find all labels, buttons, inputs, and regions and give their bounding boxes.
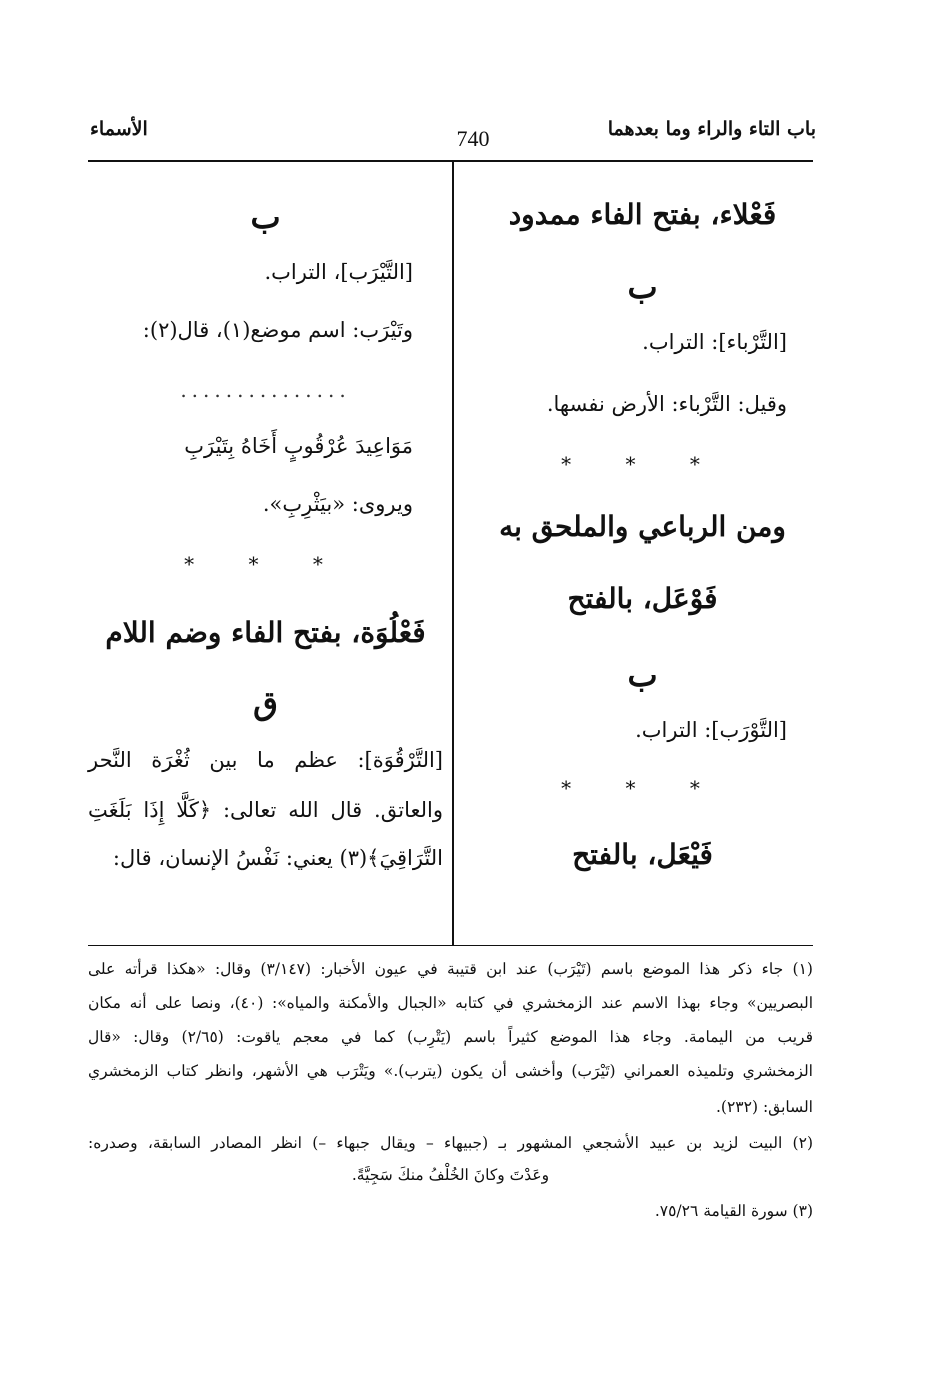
right-column [470,170,815,940]
footnote-rule [88,945,813,946]
dictionary-entry: والعاتق. قال الله تعالى: ﴿كَلَّا إِذَا بَلَغَتِ [88,798,443,822]
dictionary-entry: ويروى: «بيَثْرِبِ». [262,492,413,516]
dictionary-entry: [التَّيْرَب]، التراب. [264,260,413,284]
pattern-heading: فَيْعَل، بالفتح [572,838,713,871]
left-column [88,170,443,940]
dictionary-entry: التَّرَاقِيَ﴾(٣) يعني: نَفْسُ الإنسان، قال: [112,846,443,870]
footnote-2: (٢) البيت لزيد بن عبيد الأشجعي المشهور بـ (جبيهاء – ويقال جبهاء –) انظر المصادر السابقة، وصدره: [88,1134,813,1152]
pattern-heading: فَعْلاء، بفتح الفاء ممدود [508,198,777,231]
letter-heading: ب [627,656,658,694]
dictionary-entry: [التَّوْرَب]: التراب. [635,718,787,742]
verse-line: مَوَاعِيدَ عُرْقُوبٍ أَخَاهُ بِتَيْرَبِ [184,434,413,458]
page-number: 740 [456,126,490,151]
dictionary-entry: [التَّرْقُوَة]: عظم ما بين ثُغْرَة النَّحر [88,748,443,772]
footnote-1-cont: الزمخشري وتلميذه العمراني (تَيْرَب) وأخشى أن يكون (يترب).» ويَتْرَب هي الأشهر، وانظر كتاب الزمخشري [88,1062,813,1080]
footnote-1-cont: السابق: (٢٣٢). [716,1098,813,1116]
section-stars: * * * [561,776,724,800]
running-header-section: الأسماء [90,118,148,140]
header-rule [88,160,813,162]
section-stars: * * * [184,552,347,576]
letter-heading: ب [250,198,281,236]
dictionary-entry: وقيل: التَّرْباء: الأرض نفسها. [546,392,787,416]
column-divider [452,162,454,945]
section-heading: ومن الرباعي والملحق به [499,510,786,543]
dictionary-entry: [التَّرْباء]: التراب. [642,330,787,354]
running-header-chapter: باب التاء والراء وما بعدهما [607,118,816,140]
pattern-heading: فَعْلُوَة، بفتح الفاء وضم اللام [105,616,426,649]
dictionary-entry: وتَيْرَب: اسم موضع(١)، قال(٢): [142,318,413,342]
letter-heading: ب [627,268,658,306]
pattern-heading: فَوْعَل، بالفتح [567,582,718,615]
footnote-3: (٣) سورة القيامة ٧٥/٢٦. [654,1202,813,1220]
footnote-1-cont: قريب من اليمامة. وجاء هذا الموضع كثيراً باسم (يَتْرِب) كما في معجم ياقوت: (٢/٦٥) وقال: «قال [88,1028,813,1046]
ellipsis-line: ............... [180,378,351,402]
section-stars: * * * [561,452,724,476]
footnote-1: (١) جاء ذكر هذا الموضع باسم (تَيْرَب) عند ابن قتيبة في عيون الأخبار: (٣/١٤٧) وقال: «هكذا قرأته على [88,960,813,978]
footnote-1-cont: البصريين» وجاء بهذا الاسم عند الزمخشري في كتابه «الجبال والأمكنة والمياه»: (٤٠)، ونصا على أنه مكان [88,994,814,1012]
letter-heading: ق [253,684,278,722]
footnote-2-verse: وعَدْتَ وكانَ الخُلْفُ منكَ سَجِيَّةً. [351,1166,550,1184]
